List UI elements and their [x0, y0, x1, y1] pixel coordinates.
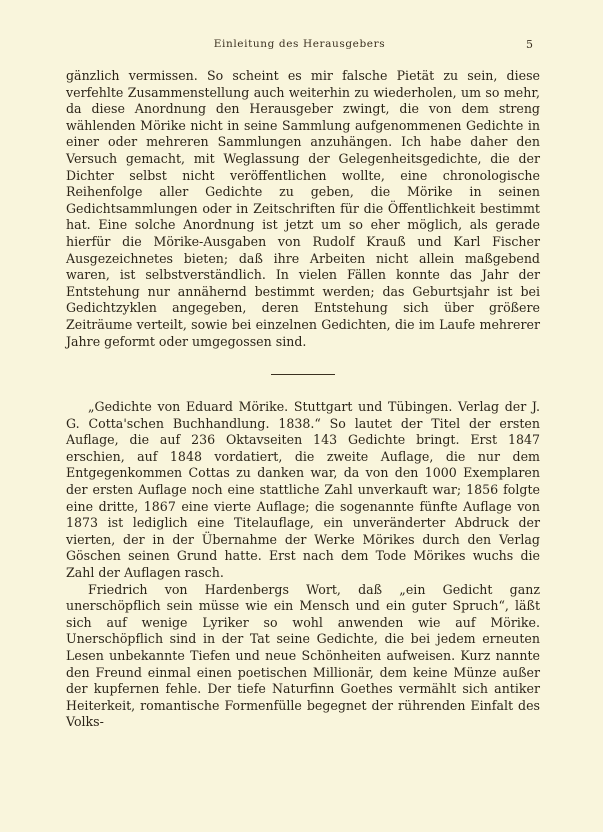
running-title: Einleitung des Herausgebers	[213, 38, 386, 50]
paragraph: Friedrich von Hardenbergs Wort, daß „ein Gedicht ganz unerschöpflich sein müsse wie ein Mensch und ein guter Spruch“, läßt sich auf wenige Lyriker so wohl anwenden wie auf Mörike. Unerschöpflich sind in der Tat seine Gedichte, die bei jedem erneuten Lesen unbekannte Tiefen und neue Schönheiten aufweisen. Kurz nannte den Freund einmal einen poetischen Millionär, dem keine Münze außer der kupfernen fehle. Der tiefe Naturfinn Goethes vermählt sich antiker Heiterkeit, romantische Formenfülle begegnet der rührenden Einfalt des Volks-	[66, 581, 540, 730]
page-number: 5	[526, 38, 533, 51]
section-divider	[271, 374, 335, 375]
page-body	[66, 68, 540, 731]
page-header	[66, 38, 533, 54]
paragraph: „Gedichte von Eduard Mörike. Stuttgart und Tübingen. Verlag der J. G. Cotta'schen Buchhandlung. 1838.“ So lautet der Titel der ersten Auflage, die auf 236 Oktavseiten 143 Gedichte bringt. Erst 1847 erschien, auf 1848 vordatiert, die zweite Auflage, die nur dem Entgegenkommen Cottas zu danken war, da von den 1000 Exemplaren der ersten Auflage noch eine stattliche Zahl unverkauft war; 1856 folgte eine dritte, 1867 eine vierte Auflage; die sogenannte fünfte Auflage von 1873 ist lediglich eine Titelauflage, ein unveränderter Abdruck der vierten, der in der Übernahme der Werke Mörikes durch den Verlag Göschen seinen Grund hatte. Erst nach dem Tode Mörikes wuchs die Zahl der Auflagen rasch.	[66, 399, 540, 581]
paragraph: gänzlich vermissen. So scheint es mir falsche Pietät zu sein, diese verfehlte Zusammenstellung auch weiterhin zu wiederholen, um so mehr, da diese Anordnung den Herausgeber zwingt, die von dem streng wählenden Mörike nicht in seine Sammlung aufgenommenen Gedichte in einer oder mehreren Sammlungen anzuhängen. Ich habe daher den Versuch gemacht, mit Weglassung der Gelegenheitsgedichte, die der Dichter selbst nicht veröffentlichen wollte, eine chronologische Reihenfolge aller Gedichte zu geben, die Mörike in seinen Gedichtsammlungen oder in Zeitschriften für die Öffentlichkeit bestimmt hat. Eine solche Anordnung ist jetzt um so eher möglich, als gerade hierfür die Mörike-Ausgaben von Rudolf Krauß und Karl Fischer Ausgezeichnetes bieten; daß ihre Arbeiten nicht allein maßgebend waren, ist selbstverständlich. In vielen Fällen konnte das Jahr der Entstehung nur annähernd bestimmt werden; das Geburtsjahr ist bei Gedichtzyklen angegeben, deren Entstehung sich über größere Zeiträume verteilt, sowie bei einzelnen Gedichten, die im Laufe mehrerer Jahre geformt oder umgegossen sind.	[66, 68, 540, 349]
